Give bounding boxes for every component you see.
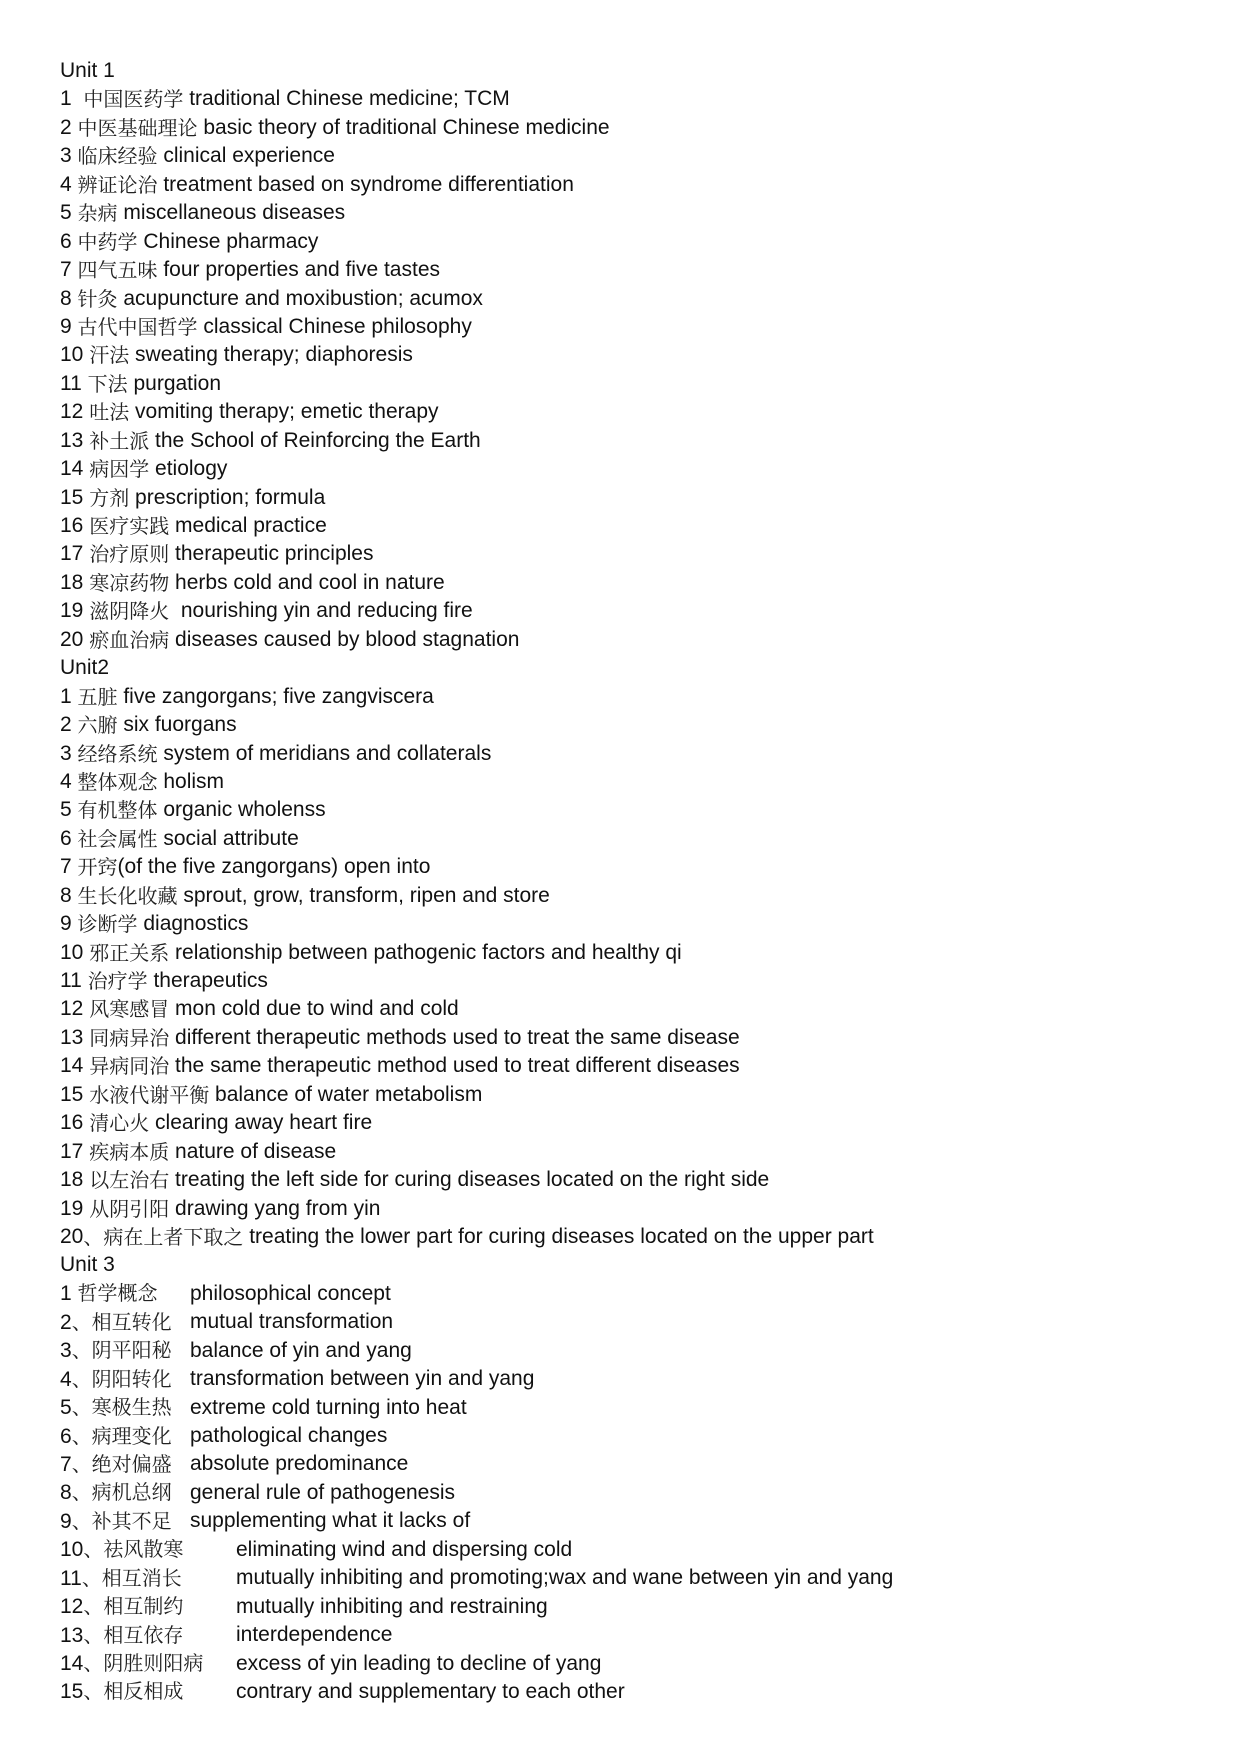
chinese-term: 瘀血治病 <box>89 627 170 652</box>
english-translation: balance of yin and yang <box>190 1338 412 1362</box>
english-translation: classical Chinese philosophy <box>197 314 472 338</box>
unit-title: Unit 3 <box>60 1253 115 1277</box>
term-prefix <box>60 1478 190 1507</box>
glossary-entry <box>60 1337 1220 1365</box>
chinese-term: 开窍 <box>77 855 118 880</box>
chinese-term: 、相反相成 <box>83 1679 184 1704</box>
english-translation: mutual transformation <box>190 1310 394 1334</box>
glossary-entry <box>60 569 1220 597</box>
term-prefix <box>60 853 118 881</box>
entry-number: 12 <box>60 997 90 1021</box>
term-prefix <box>60 995 169 1023</box>
entry-number: 16 <box>60 1111 90 1135</box>
glossary-entry <box>60 967 1220 995</box>
term-prefix <box>60 768 158 796</box>
chinese-term: 异病同治 <box>89 1054 170 1079</box>
term-prefix <box>60 711 118 739</box>
entry-number: 4 <box>60 172 78 196</box>
chinese-term: 吐法 <box>89 400 130 425</box>
glossary-entry <box>60 683 1220 711</box>
term-prefix <box>60 910 138 938</box>
term-prefix <box>60 228 138 256</box>
entry-number: 11 <box>60 1566 82 1590</box>
english-translation: clinical experience <box>157 144 335 168</box>
term-prefix <box>60 199 118 227</box>
entry-number: 8 <box>60 1481 72 1505</box>
glossary-entry <box>60 1564 1220 1592</box>
chinese-term: 以左治右 <box>89 1168 170 1193</box>
term-prefix <box>60 1166 169 1194</box>
chinese-term: 同病异治 <box>89 1025 170 1050</box>
english-translation: etiology <box>149 457 228 481</box>
english-translation: pathological changes <box>190 1424 388 1447</box>
term-prefix <box>60 1677 236 1706</box>
glossary-entry <box>60 313 1220 341</box>
glossary-entry <box>60 285 1220 313</box>
entry-number: 6 <box>60 229 78 253</box>
term-prefix <box>60 1138 169 1166</box>
english-translation: absolute predominance <box>190 1452 409 1476</box>
english-translation: treatment based on syndrome differentiation <box>157 172 574 196</box>
chinese-term: 有机整体 <box>77 798 158 823</box>
english-translation: transformation between yin and yang <box>190 1367 535 1391</box>
entry-number: 7 <box>60 855 78 879</box>
term-prefix <box>60 455 149 483</box>
english-translation: basic theory of traditional Chinese medicine <box>197 115 610 139</box>
term-prefix <box>60 370 128 398</box>
english-translation: six fuorgans <box>117 713 237 737</box>
english-translation: mutually inhibiting and restraining <box>236 1594 548 1618</box>
term-prefix <box>60 1279 190 1308</box>
term-prefix <box>60 1507 190 1536</box>
english-translation: traditional Chinese medicine; TCM <box>183 87 510 111</box>
unit-title: Unit 1 <box>60 59 115 82</box>
term-prefix <box>60 512 169 540</box>
chinese-term: 治疗学 <box>87 969 148 993</box>
glossary-entry <box>60 1109 1220 1137</box>
chinese-term: 邪正关系 <box>89 940 170 965</box>
term-prefix <box>60 1450 190 1479</box>
term-prefix <box>60 398 129 426</box>
glossary-entry <box>60 1621 1220 1649</box>
english-translation: eliminating wind and dispersing cold <box>236 1537 573 1561</box>
term-prefix <box>60 1223 243 1251</box>
english-translation: acupuncture and moxibustion; acumox <box>117 286 483 310</box>
entry-number: 2 <box>60 115 78 139</box>
term-prefix <box>60 796 158 824</box>
english-translation: social attribute <box>157 826 299 850</box>
entry-number: 4 <box>60 1367 72 1391</box>
chinese-term: 诊断学 <box>77 912 138 937</box>
glossary-entry <box>60 228 1220 256</box>
glossary-entry <box>60 768 1220 796</box>
term-prefix <box>60 341 129 369</box>
term-prefix <box>60 427 149 455</box>
chinese-term: 社会属性 <box>77 826 158 851</box>
english-translation: contrary and supplementary to each other <box>236 1679 625 1703</box>
entry-number: 11 <box>60 371 88 395</box>
chinese-term: 汗法 <box>89 343 130 368</box>
entry-number: 19 <box>60 599 90 623</box>
term-prefix <box>60 939 169 967</box>
glossary-entry <box>60 711 1220 739</box>
term-prefix <box>60 967 148 995</box>
english-translation: organic wholenss <box>157 798 326 822</box>
glossary-entry <box>60 427 1220 455</box>
english-translation: purgation <box>127 371 222 395</box>
glossary-entry <box>60 341 1220 369</box>
chinese-term: 、病在上者下取之 <box>83 1224 244 1249</box>
term-prefix <box>60 1052 169 1080</box>
entry-number: 15 <box>60 485 90 509</box>
glossary-entry <box>60 910 1220 938</box>
chinese-term: 、相互依存 <box>83 1622 184 1647</box>
term-prefix <box>60 256 158 284</box>
entry-number: 3 <box>60 741 78 765</box>
glossary-entry <box>60 484 1220 512</box>
chinese-term: 针灸 <box>77 286 118 311</box>
entry-number: 1 <box>60 1282 78 1306</box>
entry-number: 14 <box>60 1054 90 1078</box>
glossary-entry <box>60 1422 1220 1450</box>
english-translation: diseases caused by blood stagnation <box>169 627 520 651</box>
entry-number: 11 <box>60 969 88 992</box>
glossary-entry <box>60 1138 1220 1166</box>
term-prefix <box>60 1195 169 1223</box>
entry-number: 14 <box>60 457 90 481</box>
glossary-entry <box>60 1081 1220 1109</box>
term-prefix <box>60 171 158 199</box>
glossary-entry <box>60 597 1220 625</box>
entry-number: 20 <box>60 627 90 651</box>
chinese-term: 古代中国哲学 <box>77 314 198 339</box>
glossary-entry <box>60 1365 1220 1393</box>
glossary-page <box>60 57 1220 1706</box>
term-prefix <box>60 1535 236 1564</box>
entry-number: 10 <box>60 343 90 367</box>
glossary-entry <box>60 171 1220 199</box>
chinese-term: 、病机总纲 <box>71 1480 172 1505</box>
term-prefix <box>60 740 158 768</box>
term-prefix <box>60 626 169 654</box>
english-translation: sweating therapy; diaphoresis <box>129 343 413 367</box>
english-translation: (of the five zangorgans) open into <box>117 855 431 879</box>
english-translation: interdependence <box>236 1623 393 1647</box>
entry-number: 12 <box>60 400 90 424</box>
english-translation: the School of Reinforcing the Earth <box>149 428 481 452</box>
term-prefix <box>60 569 169 597</box>
chinese-term: 、阴平阳秘 <box>71 1338 172 1363</box>
chinese-term: 五脏 <box>77 684 118 709</box>
english-translation: supplementing what it lacks of <box>190 1509 471 1533</box>
english-translation: nature of disease <box>169 1139 337 1163</box>
chinese-term: 生长化收藏 <box>77 883 178 908</box>
glossary-entry <box>60 1166 1220 1194</box>
entry-number: 13 <box>60 428 90 452</box>
english-translation: system of meridians and collaterals <box>157 741 492 765</box>
term-prefix <box>60 683 118 711</box>
term-prefix <box>60 285 118 313</box>
chinese-term: 临床经验 <box>77 144 158 169</box>
english-translation: drawing yang from yin <box>169 1196 381 1220</box>
glossary-entry <box>60 1052 1220 1080</box>
chinese-term: 疾病本质 <box>89 1139 170 1164</box>
english-translation: different therapeutic methods used to treat the same disease <box>169 1025 740 1049</box>
glossary-entry <box>60 512 1220 540</box>
chinese-term: 中药学 <box>77 229 138 254</box>
entry-number: 17 <box>60 1139 90 1163</box>
term-prefix <box>60 825 158 853</box>
glossary-entry <box>60 398 1220 426</box>
glossary-entry <box>60 939 1220 967</box>
english-translation: herbs cold and cool in nature <box>169 570 445 594</box>
glossary-entry <box>60 1593 1220 1621</box>
chinese-term: 中国医药学 <box>83 87 184 112</box>
term-prefix <box>60 114 198 142</box>
glossary-entry <box>60 1024 1220 1052</box>
entry-number: 2 <box>60 713 78 737</box>
glossary-entry <box>60 796 1220 824</box>
chinese-term: 方剂 <box>89 485 130 510</box>
english-translation: medical practice <box>169 514 327 537</box>
chinese-term: 医疗实践 <box>89 514 170 538</box>
entry-number: 17 <box>60 542 90 566</box>
chinese-term: 哲学概念 <box>77 1281 158 1306</box>
english-translation: extreme cold turning into heat <box>190 1395 467 1419</box>
glossary-entry <box>60 199 1220 227</box>
entry-number: 12 <box>60 1595 84 1619</box>
english-translation: treating the lower part for curing diseases located on the upper part <box>243 1224 874 1248</box>
entry-number: 15 <box>60 1082 90 1106</box>
term-prefix <box>60 484 129 512</box>
term-prefix <box>60 1336 190 1365</box>
glossary-entry <box>60 1536 1220 1564</box>
term-prefix <box>60 1393 190 1422</box>
entry-number: 5 <box>60 798 78 822</box>
glossary-entry <box>60 1479 1220 1507</box>
glossary-entry <box>60 1507 1220 1535</box>
english-translation: Chinese pharmacy <box>137 229 319 253</box>
english-translation: miscellaneous diseases <box>117 201 346 225</box>
term-prefix <box>60 1365 190 1394</box>
glossary-entry <box>60 370 1220 398</box>
entry-number: 6 <box>60 826 78 850</box>
chinese-term: 、阴胜则阳病 <box>83 1651 204 1675</box>
chinese-term: 、相互制约 <box>83 1594 184 1619</box>
glossary-entry <box>60 85 1220 113</box>
english-translation: excess of yin leading to decline of yang <box>236 1651 602 1675</box>
entry-number: 5 <box>60 201 78 225</box>
chinese-term: 补土派 <box>89 428 150 453</box>
glossary-entry <box>60 995 1220 1023</box>
english-translation: nourishing yin and reducing fire <box>169 599 473 623</box>
glossary-entry <box>60 1223 1220 1251</box>
glossary-entry <box>60 114 1220 142</box>
chinese-term: 、绝对偏盛 <box>71 1451 172 1476</box>
chinese-term: 病因学 <box>89 457 150 482</box>
chinese-term: 水液代谢平衡 <box>89 1082 210 1107</box>
chinese-term: 六腑 <box>77 713 118 738</box>
term-prefix <box>60 1308 190 1337</box>
chinese-term: 从阴引阳 <box>89 1196 170 1221</box>
english-translation: four properties and five tastes <box>157 258 441 282</box>
term-prefix <box>60 313 198 341</box>
chinese-term: 杂病 <box>77 201 118 226</box>
english-translation: relationship between pathogenic factors and healthy qi <box>169 940 682 964</box>
entry-number: 1 <box>60 87 84 111</box>
entry-number: 8 <box>60 286 78 310</box>
entry-number: 10 <box>60 1538 84 1562</box>
english-translation: philosophical concept <box>190 1281 391 1305</box>
entry-number: 18 <box>60 570 90 594</box>
entry-number: 13 <box>60 1623 84 1647</box>
chinese-term: 寒凉药物 <box>89 570 170 595</box>
english-translation: vomiting therapy; emetic therapy <box>129 400 439 424</box>
term-prefix <box>60 1422 190 1451</box>
glossary-entry <box>60 740 1220 768</box>
entry-number: 6 <box>60 1424 72 1448</box>
term-prefix <box>60 597 169 625</box>
english-translation: therapeutic principles <box>169 542 374 566</box>
entry-number: 20 <box>60 1224 84 1248</box>
english-translation: diagnostics <box>137 912 249 936</box>
english-translation: clearing away heart fire <box>149 1111 373 1135</box>
term-prefix <box>60 540 169 568</box>
term-prefix <box>60 1621 236 1650</box>
entry-number: 10 <box>60 940 90 964</box>
glossary-entry <box>60 1450 1220 1478</box>
english-translation: general rule of pathogenesis <box>190 1480 456 1504</box>
unit-title: Unit2 <box>60 656 110 680</box>
english-translation: sprout, grow, transform, ripen and store <box>177 883 550 907</box>
glossary-entry <box>60 540 1220 568</box>
chinese-term: 滋阴降火 <box>89 599 170 624</box>
chinese-term: 、相互消长 <box>81 1565 182 1590</box>
entry-number: 7 <box>60 258 78 282</box>
english-translation: therapeutics <box>147 969 268 992</box>
glossary-entry <box>60 1308 1220 1336</box>
glossary-entry <box>60 256 1220 284</box>
chinese-term: 、病理变化 <box>71 1423 172 1448</box>
english-translation: prescription; formula <box>129 485 326 509</box>
chinese-term: 经络系统 <box>77 741 158 766</box>
english-translation: mutually inhibiting and promoting;wax and wane between yin and yang <box>236 1566 894 1590</box>
english-translation: five zangorgans; five zangviscera <box>117 684 434 708</box>
chinese-term: 、补其不足 <box>71 1508 172 1533</box>
entry-number: 3 <box>60 144 78 168</box>
chinese-term: 、阴阳转化 <box>71 1366 172 1391</box>
entry-number: 18 <box>60 1168 90 1192</box>
glossary-entry <box>60 455 1220 483</box>
glossary-entry <box>60 853 1220 881</box>
glossary-entry <box>60 1650 1220 1678</box>
term-prefix <box>60 85 183 113</box>
entry-number: 9 <box>60 314 78 338</box>
entry-number: 15 <box>60 1680 84 1704</box>
chinese-term: 、祛风散寒 <box>83 1537 184 1562</box>
term-prefix <box>60 1592 236 1621</box>
chinese-term: 、寒极生热 <box>71 1395 172 1420</box>
chinese-term: 整体观念 <box>77 769 158 794</box>
english-translation: balance of water metabolism <box>209 1082 483 1106</box>
entry-number: 3 <box>60 1339 72 1363</box>
glossary-entry <box>60 882 1220 910</box>
term-prefix <box>60 142 158 170</box>
entry-number: 2 <box>60 1310 72 1334</box>
chinese-term: 风寒感冒 <box>89 997 170 1022</box>
glossary-entry <box>60 1195 1220 1223</box>
chinese-term: 中医基础理论 <box>77 115 198 140</box>
chinese-term: 、相互转化 <box>71 1309 172 1334</box>
glossary-entry <box>60 142 1220 170</box>
entry-number: 5 <box>60 1396 72 1420</box>
term-prefix <box>60 1564 236 1593</box>
glossary-entry <box>60 1280 1220 1308</box>
entry-number: 7 <box>60 1452 72 1476</box>
glossary-entry <box>60 1678 1220 1706</box>
entry-number: 4 <box>60 769 78 793</box>
entry-number: 8 <box>60 883 78 907</box>
entry-number: 1 <box>60 684 78 708</box>
english-translation: holism <box>157 769 225 793</box>
term-prefix <box>60 1649 236 1678</box>
term-prefix <box>60 882 178 910</box>
english-translation: treating the left side for curing diseases located on the right side <box>169 1168 770 1192</box>
entry-number: 16 <box>60 514 90 537</box>
term-prefix <box>60 1024 169 1052</box>
chinese-term: 治疗原则 <box>89 542 170 567</box>
entry-number: 19 <box>60 1196 90 1220</box>
entry-number: 9 <box>60 912 78 936</box>
entry-number: 9 <box>60 1509 72 1533</box>
term-prefix <box>60 1109 149 1137</box>
chinese-term: 辨证论治 <box>77 172 158 197</box>
term-prefix <box>60 1081 209 1109</box>
entry-number: 14 <box>60 1652 84 1675</box>
glossary-entry <box>60 1394 1220 1422</box>
chinese-term: 清心火 <box>89 1111 150 1136</box>
chinese-term: 四气五味 <box>77 258 158 283</box>
glossary-entry <box>60 825 1220 853</box>
english-translation: the same therapeutic method used to treat different diseases <box>169 1054 740 1078</box>
glossary-entry <box>60 626 1220 654</box>
entry-number: 13 <box>60 1025 90 1049</box>
chinese-term: 下法 <box>87 371 128 396</box>
english-translation: mon cold due to wind and cold <box>169 997 459 1021</box>
